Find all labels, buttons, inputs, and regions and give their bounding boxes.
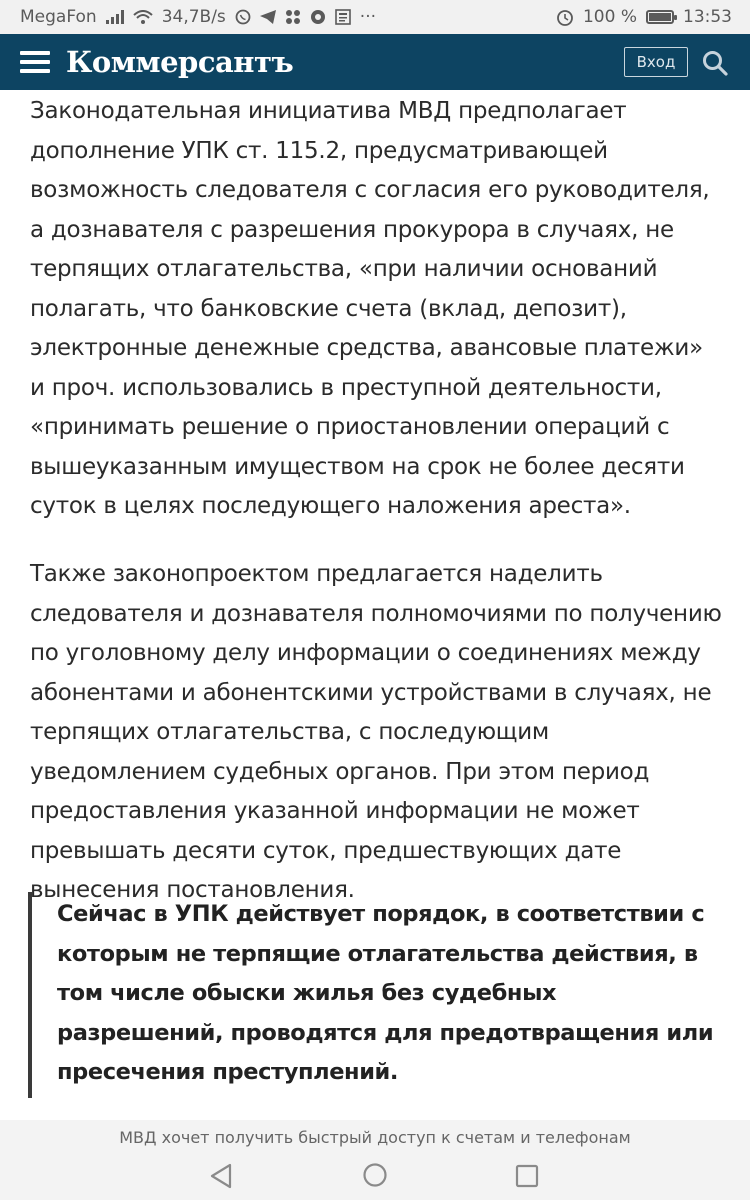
- search-icon[interactable]: [702, 50, 728, 76]
- page-title: МВД хочет получить быстрый доступ к счетам и телефонам: [119, 1128, 631, 1147]
- app-header: [0, 34, 750, 90]
- recent-apps-icon[interactable]: [515, 1164, 539, 1192]
- home-icon[interactable]: [362, 1161, 388, 1193]
- site-logo[interactable]: Коммерсантъ: [66, 45, 294, 79]
- wifi-icon: [133, 10, 153, 24]
- article-paragraph: Законодательная инициатива МВД предполагает дополнение УПК ст. 115.2, предусматривающей возможность следователя с согласия его руководителя, а дознавателя с разрешения прокурора в случаях, не терпящих отлагательства, «при наличии оснований полагать, что банковские счета (вклад, депозит), электронные денежные средства, авансовые платежи» и проч. использовались в преступной деятельности, «принимать решение о приостановлении операций с вышеуказанным имуществом на срок не более десяти суток в целях последующего наложения ареста».: [30, 98, 710, 519]
- news-icon: [335, 9, 351, 25]
- status-bar: [0, 0, 750, 34]
- signal-icon: [106, 10, 124, 24]
- bottom-bar: [0, 1120, 750, 1200]
- alarm-icon: [556, 8, 574, 26]
- carrier-label: MegaFon: [20, 7, 97, 27]
- telegram-icon: [260, 10, 276, 24]
- clock: 13:53: [683, 7, 732, 27]
- status-left: [20, 7, 376, 27]
- quote-text: Сейчас в УПК действует порядок, в соответствии с которым не терпящие отлагательства действия, в том числе обыски жилья без судебных разрешений, проводятся для предотвращения или пресечения преступлений.: [57, 901, 714, 1085]
- battery-percent: 100 %: [582, 7, 637, 27]
- battery-icon: [646, 10, 674, 24]
- login-button[interactable]: Вход: [624, 47, 688, 77]
- net-speed: 34,7B/s: [161, 7, 226, 27]
- apps-icon: [285, 9, 301, 25]
- chrome-icon: [310, 9, 326, 25]
- status-right: [556, 7, 732, 27]
- viber-icon: [235, 9, 251, 25]
- navigation-keys: [0, 1160, 750, 1194]
- back-icon[interactable]: [208, 1162, 234, 1194]
- more-notifications-icon: ···: [359, 7, 377, 27]
- blockquote: [28, 892, 718, 1098]
- article-paragraph: Также законопроектом предлагается наделить следователя и дознавателя полномочиями по получению по уголовному делу информации о соединениях между абонентами и абонентскими устройствами в случаях, не терпящих отлагательства, с последующим уведомлением судебных органов. При этом период предоставления указанной информации не может превышать десяти суток, предшествующих дате вынесения постановления.: [30, 561, 722, 903]
- menu-icon[interactable]: [20, 51, 50, 73]
